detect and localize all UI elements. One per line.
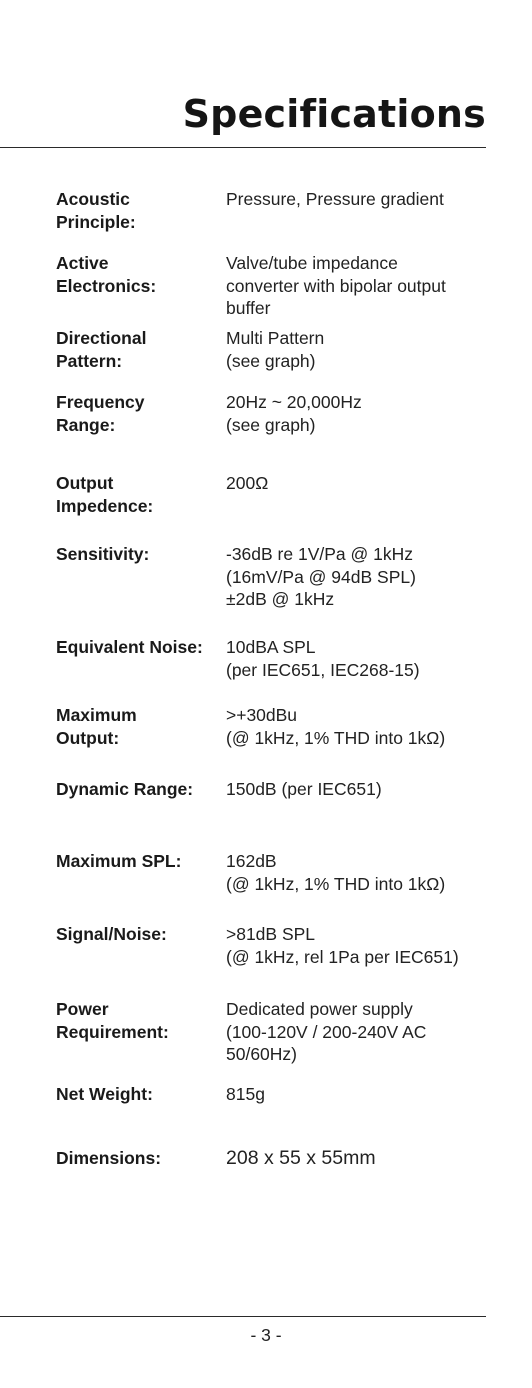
spec-value: 815g: [226, 1084, 265, 1104]
spec-value: 162dB (@ 1kHz, 1% THD into 1kΩ): [226, 851, 446, 894]
spec-label: Dimensions:: [56, 1148, 162, 1168]
footer-divider: [0, 1316, 486, 1317]
spec-value: 10dBA SPL (per IEC651, IEC268-15): [226, 637, 420, 680]
spec-label: Maximum Output:: [56, 705, 137, 748]
spec-label: Acoustic Principle:: [56, 189, 136, 232]
spec-value: Valve/tube impedance converter with bipolar output buffer: [226, 253, 446, 318]
spec-value: >+30dBu (@ 1kHz, 1% THD into 1kΩ): [226, 705, 446, 748]
spec-label: Frequency Range:: [56, 392, 145, 435]
spec-value: Multi Pattern (see graph): [226, 328, 325, 371]
spec-label: Dynamic Range:: [56, 779, 194, 799]
spec-label: Directional Pattern:: [56, 328, 147, 371]
spec-value: 20Hz ~ 20,000Hz (see graph): [226, 392, 362, 435]
spec-value: -36dB re 1V/Pa @ 1kHz (16mV/Pa @ 94dB SPL) ±2dB @ 1kHz: [226, 544, 416, 609]
spec-value: >81dB SPL (@ 1kHz, rel 1Pa per IEC651): [226, 924, 459, 967]
spec-label: Equivalent Noise:: [56, 637, 203, 657]
spec-label: Sensitivity:: [56, 544, 150, 564]
spec-value: 208 x 55 x 55mm: [226, 1147, 376, 1169]
page-title: Specifications: [182, 92, 486, 136]
spec-value: 150dB (per IEC651): [226, 779, 382, 799]
spec-label: Signal/Noise:: [56, 924, 167, 944]
spec-value: Dedicated power supply (100-120V / 200-240V AC 50/60Hz): [226, 999, 427, 1064]
page-number: - 3 -: [250, 1325, 282, 1345]
spec-value: 200Ω: [226, 473, 269, 493]
spec-value: Pressure, Pressure gradient: [226, 189, 444, 209]
header-divider: [0, 147, 486, 148]
spec-label: Power Requirement:: [56, 999, 169, 1042]
spec-label: Net Weight:: [56, 1084, 153, 1104]
spec-label: Output Impedence:: [56, 473, 154, 516]
spec-label: Active Electronics:: [56, 253, 157, 296]
spec-label: Maximum SPL:: [56, 851, 182, 871]
